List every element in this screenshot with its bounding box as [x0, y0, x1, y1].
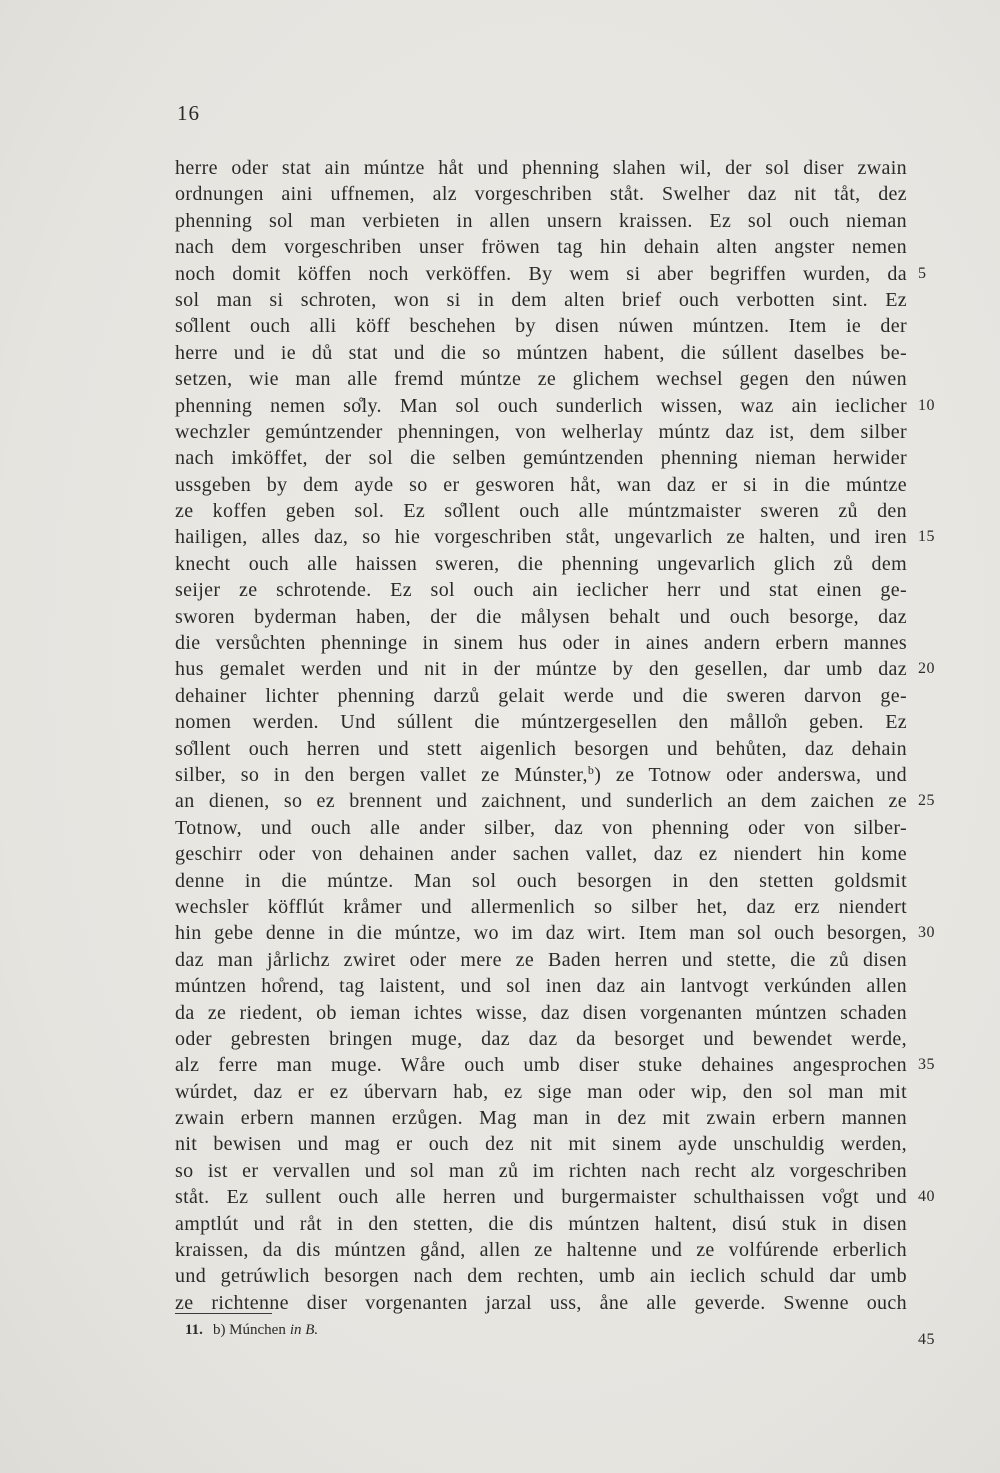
text-line [175, 1158, 907, 1184]
line-number: 10 [918, 396, 935, 414]
line-text: sworen byderman haben, der die målysen behalt und ouch besorge, daz [175, 605, 907, 628]
text-line [175, 551, 907, 577]
line-text: da ze riedent, ob ieman ichtes wisse, daz disen vorgenanten múntzen schaden [175, 1001, 907, 1024]
line-number: 35 [918, 1056, 935, 1074]
text-line [175, 947, 907, 973]
line-text: so̊llent ouch alli köff beschehen by disen núwen múntzen. Item ie der [175, 315, 907, 338]
line-text: so̊llent ouch herren und stett aigenlich besorgen und behůten, daz dehain [175, 737, 907, 760]
line-text: an dienen, so ez brennent und zaichnent, und sunderlich an dem zaichen ze [175, 790, 907, 813]
text-line [175, 1263, 907, 1289]
line-number: 25 [918, 792, 935, 810]
text-line [175, 920, 935, 946]
line-text: ståt. Ez sullent ouch alle herren und burgermaister schulthaissen vo̊gt und [175, 1186, 907, 1209]
line-text: wechsler köfflút kråmer und allermenlich so silber het, daz erz niendert [175, 895, 907, 918]
text-line [175, 313, 907, 339]
line-text: so ist er vervallen und sol man zů im richten nach recht alz vorgeschriben [175, 1159, 907, 1182]
line-text: ) ze Totnow oder anderswa, und [594, 763, 907, 786]
line-text: nach dem vorgeschriben unser fröwen tag hin dehain alten angster nemen [175, 236, 907, 259]
text-line [175, 736, 907, 762]
line-text: silber, so in den bergen vallet ze Múnster, [175, 763, 588, 786]
text-line [175, 234, 907, 260]
text-line [175, 973, 907, 999]
line-text: die versůchten phenninge in sinem hus oder in aines andern erbern mannes [175, 632, 907, 655]
text-line [175, 419, 907, 445]
text-line [175, 1211, 907, 1237]
line-text: ordnungen aini uffnemen, alz vorgeschriben ståt. Swelher daz nit tåt, dez [175, 183, 907, 206]
text-line [175, 1000, 907, 1026]
line-text: knecht ouch alle haissen sweren, die phenning ungevarlich glich zů dem [175, 552, 907, 575]
line-text: ze koffen geben sol. Ez so̊llent ouch alle múntzmaister sweren zů den [175, 500, 907, 523]
line-number: 5 [918, 264, 927, 282]
line-text: Totnow, und ouch alle ander silber, daz von phenning oder von silber- [175, 816, 907, 839]
line-text: geschirr oder von dehainen ander sachen vallet, daz ez niendert hin kome [175, 843, 907, 866]
line-text: wúrdet, daz er ez úbervarn hab, ez sige man oder wip, den sol man mit [175, 1080, 907, 1103]
line-text: setzen, wie man alle fremd múntze ze glichem wechsel gegen den núwen [175, 368, 907, 391]
line-text: dehainer lichter phenning darzů gelait werde und die sweren darvon ge- [175, 684, 907, 707]
text-line [175, 815, 907, 841]
text-line [175, 1105, 907, 1131]
text-line [175, 577, 907, 603]
line-number: 20 [918, 660, 935, 678]
line-text: phenning nemen so̊ly. Man sol ouch sunderlich wissen, waz ain ieclicher [175, 394, 907, 417]
line-text: herre oder stat ain múntze håt und phenning slahen wil, der sol diser zwain [175, 157, 907, 179]
text-line [175, 208, 907, 234]
line-text: nach imköffet, der sol die selben gemúntzenden phenning nieman herwider [175, 447, 907, 470]
line-text: seijer ze schrotende. Ez sol ouch ain ieclicher herr und stat einen ge- [175, 579, 907, 602]
footnote [185, 1320, 318, 1340]
line-number: 15 [918, 528, 935, 546]
text-line [175, 1131, 907, 1157]
footnote-text: b) Múnchen [212, 1322, 286, 1338]
text-line [175, 683, 907, 709]
line-number: 40 [918, 1188, 935, 1206]
footnote-divider [175, 1313, 272, 1314]
text-line [175, 604, 907, 630]
line-text: ussgeben by dem ayde so er gesworen håt, wan daz er si in die múntze [175, 473, 907, 496]
line-text: nomen werden. Und súllent die múntzergesellen den mållo̊n geben. Ez [175, 711, 907, 734]
text-line [175, 287, 907, 313]
line-text: hus gemalet werden und nit in der múntze by den gesellen, dar umb daz [175, 658, 907, 681]
text-line [175, 445, 907, 471]
text-line [175, 630, 907, 656]
text-line [175, 1079, 907, 1105]
line-text: nit bewisen und mag er ouch dez nit mit sinem ayde unschuldig werden, [175, 1133, 907, 1156]
line-text: hin gebe denne in die múntze, wo im daz wirt. Item man sol ouch besorgen, [175, 922, 907, 945]
line-text: und getrúwlich besorgen nach dem rechten, umb ain ieclich schuld dar umb [175, 1265, 907, 1288]
text-line [175, 366, 907, 392]
line-text: hailigen, alles daz, so hie vorgeschriben ståt, ungevarlich ze halten, und iren [175, 526, 907, 549]
line-text: phenning sol man verbieten in allen unsern kraissen. Ez sol ouch nieman [175, 209, 907, 232]
text-line [175, 472, 907, 498]
text-line [175, 1184, 935, 1210]
footnote-marker: b [587, 762, 595, 777]
text-line [175, 868, 907, 894]
footnote-reference: 11. [185, 1322, 203, 1338]
line-text: múntzen ho̊rend, tag laistent, und sol inen daz ain lantvogt verkúnden allen [175, 975, 907, 998]
line-text: herre und ie dů stat und die so múntzen habent, die súllent daselbes be- [175, 341, 907, 364]
line-text: oder gebresten bringen muge, daz daz da besorget und bewendet werde, [175, 1027, 907, 1050]
text-line [175, 340, 907, 366]
line-text: kraissen, da dis múntzen gånd, allen ze haltenne und ze volfúrende erberlich [175, 1239, 907, 1262]
page-number: 16 [177, 101, 200, 125]
line-text: daz man jårlichz zwiret oder mere ze Baden herren und stette, die zů disen [175, 948, 907, 971]
text-line [175, 155, 907, 181]
line-number: 45 [918, 1331, 935, 1348]
line-text: denne in die múntze. Man sol ouch besorgen in den stetten goldsmit [175, 869, 907, 892]
line-text: alz ferre man muge. Wåre ouch umb diser stuke dehaines angesprochen [175, 1054, 907, 1077]
text-line [175, 524, 935, 550]
text-line [175, 1237, 907, 1263]
line-text: wechzler gemúntzender phenningen, von welherlay múntz daz ist, dem silber [175, 420, 907, 443]
text-line [175, 1290, 907, 1316]
line-text: sol man si schroten, won si in dem alten brief ouch verbotten sint. Ez [175, 288, 907, 311]
line-text: ze richtenne diser vorgenanten jarzal uss, åne alle geverde. Swenne ouch [175, 1291, 907, 1314]
text-line [175, 1026, 907, 1052]
text-line [175, 1052, 935, 1078]
line-text: zwain erbern mannen erzůgen. Mag man in dez mit zwain erbern mannen [175, 1107, 907, 1130]
text-line [175, 181, 907, 207]
text-line [175, 261, 927, 287]
line-number: 30 [918, 924, 935, 942]
text-line [175, 656, 935, 682]
text-line [175, 894, 907, 920]
text-line [175, 498, 907, 524]
line-text: amptlút und råt in den stetten, die dis múntzen haltent, disú stuk in disen [175, 1212, 907, 1235]
main-text [175, 155, 935, 1316]
text-line [175, 788, 935, 814]
text-line [175, 841, 907, 867]
footnote-source: in B. [289, 1322, 319, 1338]
text-line [175, 393, 935, 419]
text-line [175, 762, 907, 788]
line-text: noch domit köffen noch verköffen. By wem si aber begriffen wurden, da [175, 262, 907, 285]
text-line [175, 709, 907, 735]
